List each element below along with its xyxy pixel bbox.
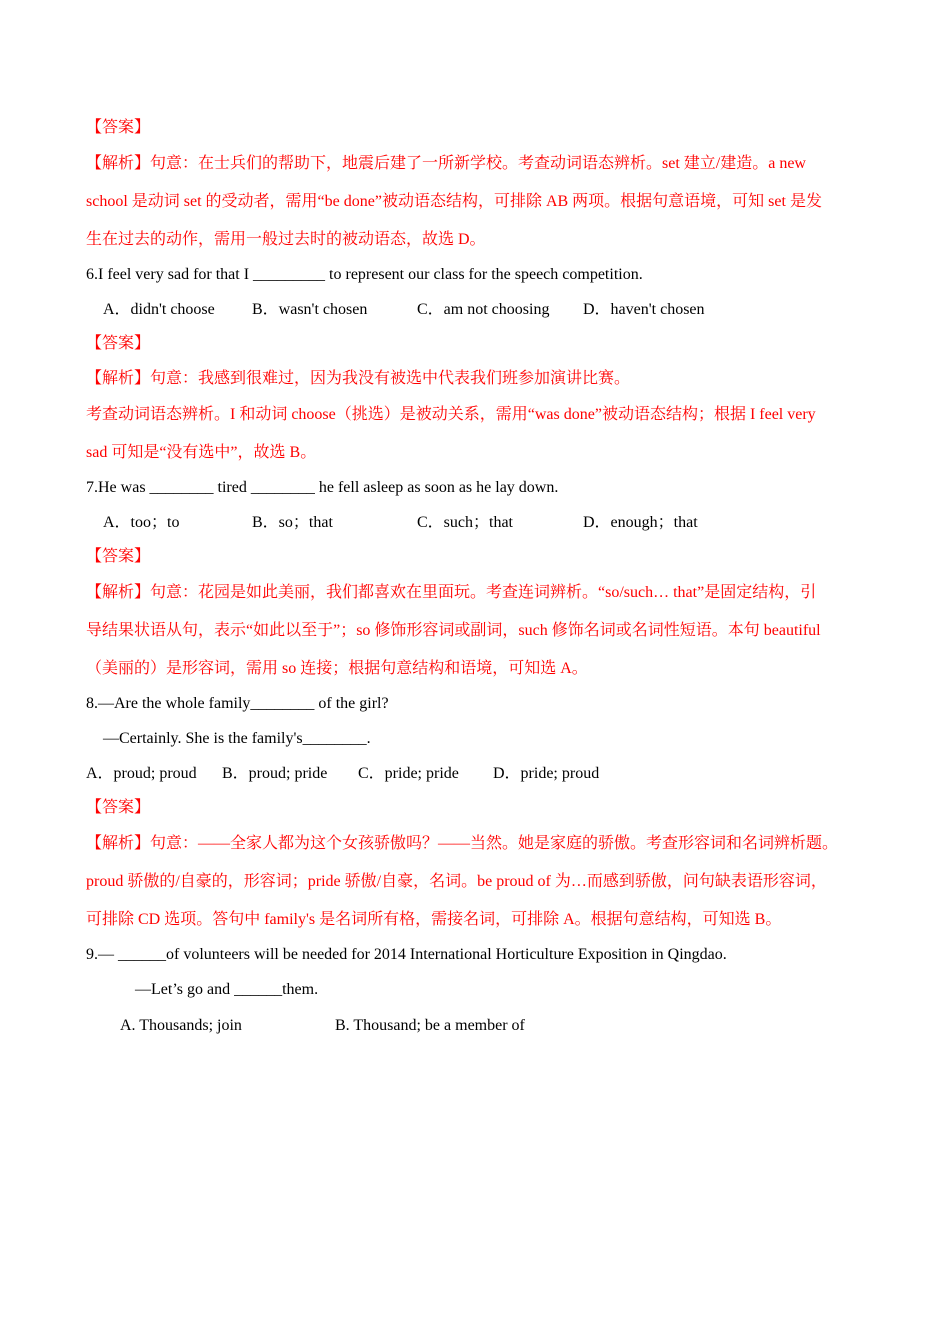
analysis-q8-line3: 可排除 CD 选项。答句中 family's 是名词所有格，需接名词，可排除 A。根据句意结构，可知选 B。 <box>86 911 782 928</box>
analysis-q7-line1: 【解析】句意：花园是如此美丽，我们都喜欢在里面玩。考查连词辨析。“so/such… that”是固定结构，引 <box>86 584 817 601</box>
question-8-stem: 8.—Are the whole family________ of the girl? <box>86 695 389 712</box>
question-9-stem: 9.— ______of volunteers will be needed for 2014 International Horticulture Exposition in Qingdao. <box>86 946 727 963</box>
q7-option-d: D．enough；that <box>583 514 698 531</box>
analysis-q5-line2: school 是动词 set 的受动者，需用“be done”被动语态结构，可排除 AB 两项。根据句意语境，可知 set 是发 <box>86 193 822 210</box>
analysis-q7-line3: （美丽的）是形容词，需用 so 连接；根据句意结构和语境，可知选 A。 <box>86 660 588 677</box>
q6-option-c: C．am not choosing <box>417 301 550 318</box>
analysis-q8-line1: 【解析】句意：——全家人都为这个女孩骄傲吗？——当然。她是家庭的骄傲。考查形容词和名词辨析题。 <box>86 835 839 852</box>
analysis-q8-line2: proud 骄傲的/自豪的，形容词；pride 骄傲/自豪，名词。be proud of 为…而感到骄傲，问句缺表语形容词， <box>86 873 827 890</box>
q6-option-d: D．haven't chosen <box>583 301 705 318</box>
analysis-q6-line1: 【解析】句意：我感到很难过，因为我没有被选中代表我们班参加演讲比赛。 <box>86 370 631 387</box>
q6-option-b: B．wasn't chosen <box>252 301 368 318</box>
question-6-stem: 6.I feel very sad for that I _________ to represent our class for the speech competition. <box>86 266 643 283</box>
q7-option-b: B．so；that <box>252 514 333 531</box>
analysis-q6-line3: sad 可知是“没有选中”，故选 B。 <box>86 444 317 461</box>
q8-option-c: C．pride; pride <box>358 765 459 782</box>
analysis-q7-line2: 导结果状语从句，表示“如此以至于”；so 修饰形容词或副词，such 修饰名词或名词性短语。本句 beautiful <box>86 622 821 639</box>
q6-option-a: A．didn't choose <box>103 301 215 318</box>
q8-option-b: B．proud; pride <box>222 765 328 782</box>
question-9-reply: —Let’s go and ______them. <box>135 981 319 998</box>
q8-option-d: D．pride; proud <box>493 765 600 782</box>
q9-option-a: A. Thousands; join <box>120 1017 242 1034</box>
question-7-stem: 7.He was ________ tired ________ he fell asleep as soon as he lay down. <box>86 479 559 496</box>
q8-option-a: A．proud; proud <box>86 765 197 782</box>
answer-label-q6: 【答案】 <box>86 335 151 352</box>
answer-label-q8: 【答案】 <box>86 799 151 816</box>
q9-option-b: B. Thousand; be a member of <box>335 1017 525 1034</box>
answer-label-q7: 【答案】 <box>86 548 151 565</box>
question-8-reply: —Certainly. She is the family's________. <box>103 730 371 747</box>
q7-option-c: C．such；that <box>417 514 513 531</box>
q7-option-a: A．too；to <box>103 514 180 531</box>
analysis-q5-line3: 生在过去的动作，需用一般过去时的被动语态，故选 D。 <box>86 231 486 248</box>
answer-label-q5: 【答案】 <box>86 119 151 136</box>
analysis-q5-line1: 【解析】句意：在士兵们的帮助下，地震后建了一所新学校。考查动词语态辨析。set 建立/建造。a new <box>86 155 806 172</box>
analysis-q6-line2: 考查动词语态辨析。I 和动词 choose（挑选）是被动关系，需用“was done”被动语态结构；根据 I feel very <box>86 406 816 423</box>
